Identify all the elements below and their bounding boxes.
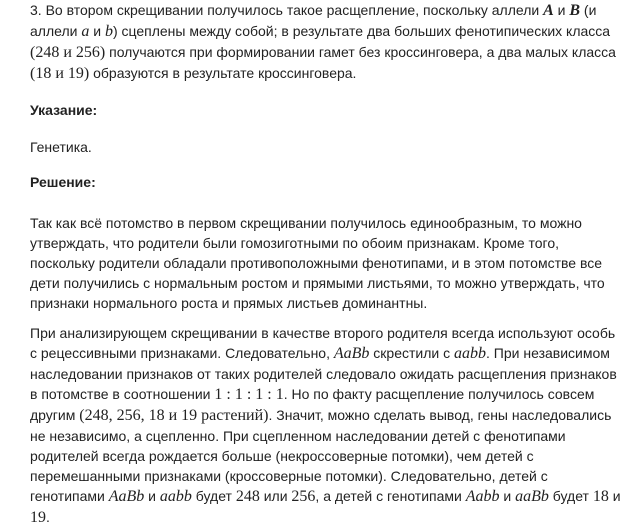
solution-paragraph-1: Так как всё потомство в первом скрещивании получилось единообразным, то можно утверждать, что родители были гомозиготными по обоим признакам. Кроме того, поскольку родители обладали противоположными фенотипами, и в этом потомстве все дети получились с нормальным ростом и прямыми листьями, то можно утверждать, что признаки нормального роста и прямых листьев доминантны. <box>30 215 605 311</box>
count-248: 248 <box>235 488 260 505</box>
allele-A: A <box>543 2 554 19</box>
intro-text-2: (и аллели <box>30 2 597 39</box>
p2-and-1: и <box>144 488 160 504</box>
allele-b: b <box>104 23 113 40</box>
p2-and-3: и <box>608 488 621 504</box>
ratio: 1 : 1 : 1 : 1 <box>214 386 284 403</box>
p2-text-4: . Но по факту расщепление получилось совсем другим <box>30 386 595 423</box>
genotype-aabb: aabb <box>454 345 487 362</box>
intro-paragraph <box>0 0 623 84</box>
small-classes: (18 и 19) <box>30 65 90 82</box>
count-19: 19 <box>30 509 46 526</box>
allele-B: B <box>569 2 581 19</box>
solution-paragraph-2 <box>30 323 623 528</box>
intro-text-4: получаются при формировании гамет без кроссинговера, а два малых класса <box>105 44 616 60</box>
p2-and-2: и <box>499 488 516 504</box>
genotype-aabb-2: aabb <box>159 488 192 505</box>
genotype-Aabb: Aabb <box>465 488 500 505</box>
genotype-aaBb: aaBb <box>515 488 549 505</box>
solution-label: Решение: <box>30 174 96 190</box>
intro-and-2: и <box>89 23 105 39</box>
p2-text-2: скрестили с <box>369 345 455 361</box>
p2-text-5: . Значит, можно сделать вывод, гены наследовались не независимо, а сцепленно. При сцепленном наследовании детей с фенотипами родителей всегда рождается больше (некроссоверные потомки), чем детей с перемешанными признаками (кроссоверные потомки). Следовательно, детей с генотипами <box>30 407 612 504</box>
intro-and-1: и <box>553 2 570 18</box>
p2-end: . <box>46 509 50 525</box>
p2-text-7: , а детей с генотипами <box>315 488 466 504</box>
hint-text: Генетика. <box>30 139 92 155</box>
intro-text-3: ) сцеплены между собой; в результате два больших фенотипических класса <box>112 23 611 39</box>
p2-text-3: . При независимом наследовании признаков от таких родителей следовало ожидать расщепления признаков в потомстве в соотношении <box>30 345 617 402</box>
hint-label: Указание: <box>30 102 98 118</box>
count-18: 18 <box>592 488 609 505</box>
count-256: 256 <box>291 488 316 505</box>
intro-text-1: 3. Во втором скрещивании получилось такое расщепление, поскольку аллели <box>30 2 544 18</box>
p2-or: или <box>259 488 292 504</box>
allele-a: a <box>81 23 90 40</box>
intro-text-5: образуются в результате кроссинговера. <box>89 65 357 81</box>
plant-counts: (248, 256, 18 и 19 растений) <box>79 407 269 424</box>
big-classes: (248 и 256) <box>30 44 106 61</box>
p2-text-1: При анализирующем скрещивании в качестве второго родителя всегда используют особь с рецессивными признаками. Следовательно, <box>30 325 616 361</box>
p2-text-8: будет <box>548 488 593 504</box>
genotype-AaBb: AaBb <box>333 345 370 362</box>
p2-text-6: будет <box>191 488 236 504</box>
genotype-AaBb-2: AaBb <box>108 488 145 505</box>
